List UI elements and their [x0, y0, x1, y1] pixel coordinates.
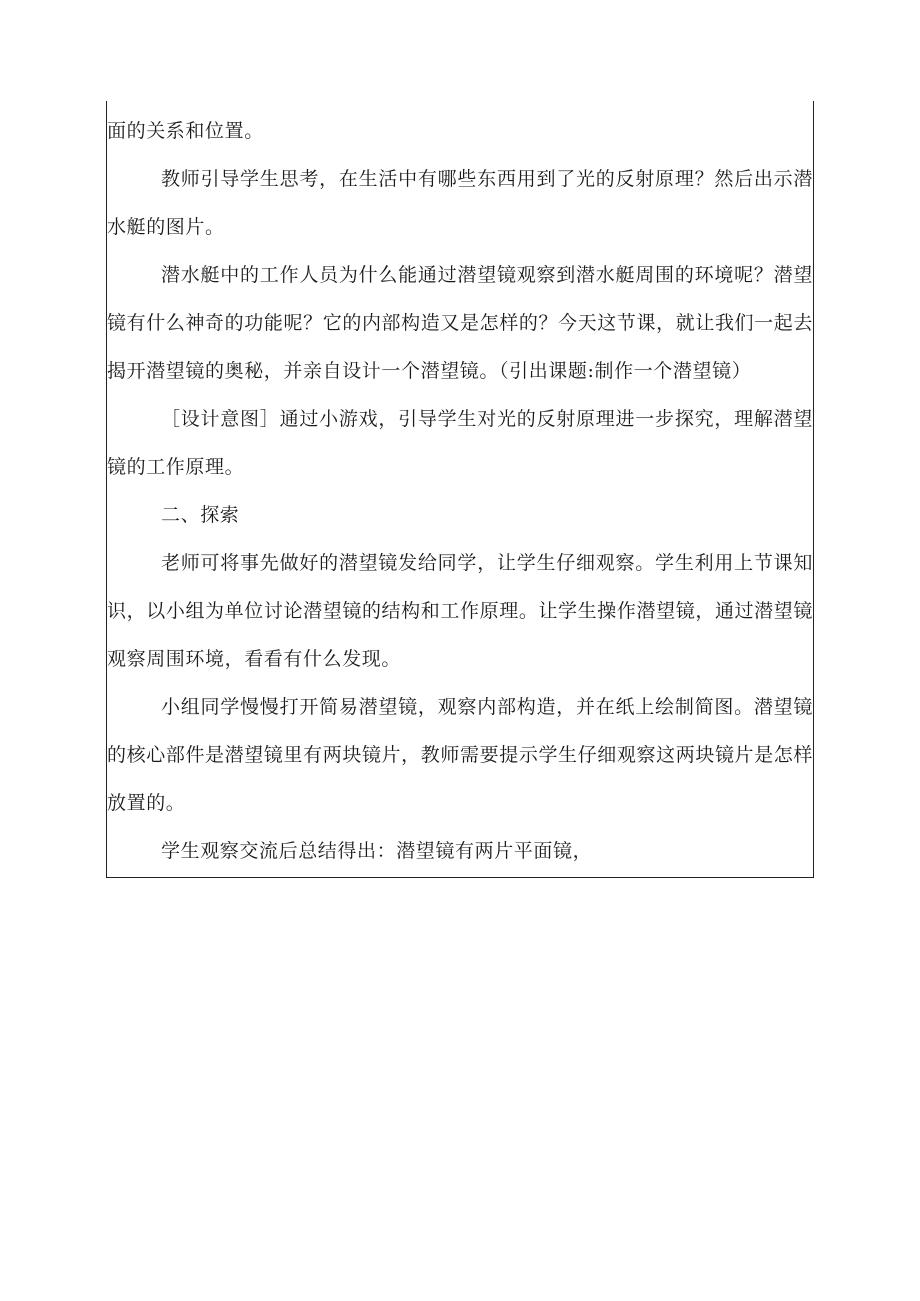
lesson-plan-table-cell: [106, 101, 814, 878]
paragraph-continuation: 面的关系和位置。: [107, 120, 264, 142]
paragraph-submarine-question: 潜水艇中的工作人员为什么能通过潜望镜观察到潜水艇周围的环境呢？潜望镜有什么神奇的功能呢？它的内部构造又是怎样的？今天这节课，就让我们一起去揭开潜望镜的奥秘，并亲自设计一个潜望镜。（引出课题:制作一个潜望镜）: [107, 264, 813, 382]
document-body: [107, 107, 813, 875]
paragraph-distribute-periscope: 老师可将事先做好的潜望镜发给同学，让学生仔细观察。学生利用上节课知识，以小组为单位讨论潜望镜的结构和工作原理。让学生操作潜望镜，通过潜望镜观察周围环境，看看有什么发现。: [107, 552, 813, 670]
paragraph-teacher-guidance: 教师引导学生思考，在生活中有哪些东西用到了光的反射原理？然后出示潜水艇的图片。: [107, 168, 813, 238]
section-heading-explore: 二、探索: [161, 504, 240, 526]
paragraph-group-observation: 小组同学慢慢打开简易潜望镜，观察内部构造，并在纸上绘制简图。潜望镜的核心部件是潜望镜里有两块镜片，教师需要提示学生仔细观察这两块镜片是怎样放置的。: [107, 696, 813, 814]
paragraph-design-intent: ［设计意图］通过小游戏，引导学生对光的反射原理进一步探究，理解潜望镜的工作原理。: [107, 408, 813, 478]
paragraph-student-conclusion: 学生观察交流后总结得出：潜望镜有两片平面镜，: [161, 840, 593, 862]
